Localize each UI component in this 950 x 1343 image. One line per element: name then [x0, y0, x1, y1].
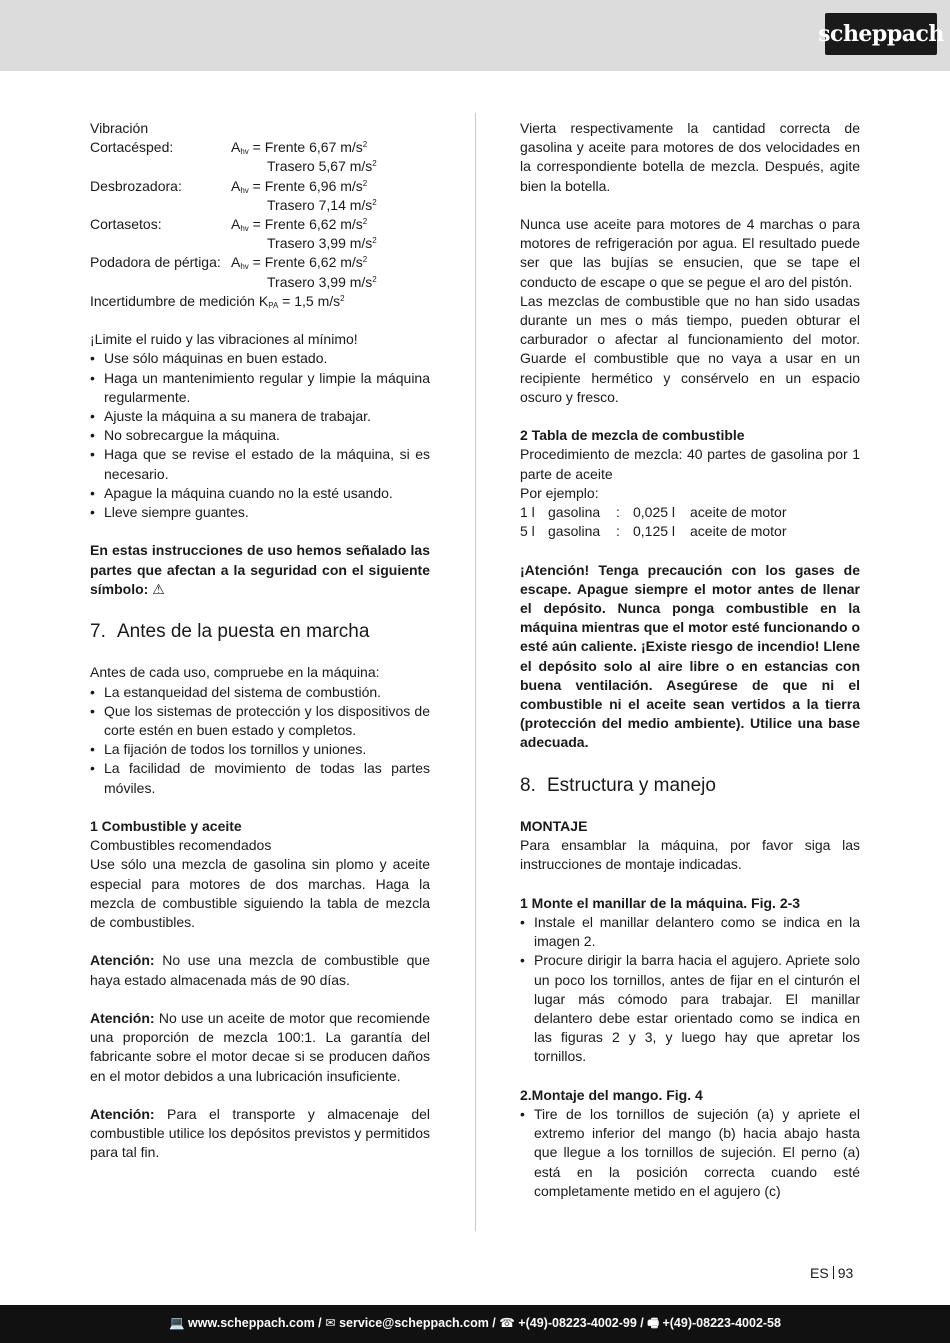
list-item: • La fijación de todos los tornillos y uniones.: [90, 740, 430, 759]
separator: :: [616, 523, 620, 540]
contact-info: 💻 www.scheppach.com / ✉ service@scheppach.com / ☎ +(49)-08223-4002-99 / 🖷 +(49)-08223-4002-58: [169, 1315, 781, 1330]
oil-qty: 0,125 l: [633, 523, 676, 540]
safety-note: En estas instrucciones de uso hemos señalado las partes que afectan a la seguridad con el siguiente símbolo: ⚠: [90, 542, 430, 597]
uncertainty-text: Incertidumbre de medición K: [90, 292, 269, 309]
vibration-row: [90, 138, 430, 157]
list-item: • Haga un mantenimiento regular y limpie la máquina regularmente.: [90, 369, 430, 407]
rear-value: Trasero 3,99 m/s: [267, 273, 373, 290]
mix-row: [520, 522, 860, 541]
list-item: • La estanqueidad del sistema de combustión.: [90, 683, 430, 702]
symbol: A: [231, 177, 241, 194]
list-item: • Haga que se revise el estado de la máquina, si es necesario.: [90, 445, 430, 483]
list-item: • La facilidad de movimiento de todas las partes móviles.: [90, 759, 430, 797]
vibration-row: [90, 253, 430, 272]
mix-heading: 2 Tabla de mezcla de combustible: [520, 427, 745, 444]
right-column: [520, 119, 860, 1201]
attention-text: No use una mezcla de combustible que haya estado almacenada más de 90 días.: [90, 952, 430, 988]
list-item: • Instale el manillar delantero como se indica en la imagen 2.: [520, 913, 860, 951]
oil-name: aceite de motor: [690, 523, 787, 540]
superscript: 2: [372, 274, 377, 284]
mixtures-text: Las mezclas de combustible que no han sido usadas durante un mes o más tiempo, pueden obturar el carburador o afectar al funcionamiento del motor. Guarde el combustible que no vaya a usar en un recipiente hermético y consérvelo en un espacio oscuro y fresco.: [520, 292, 860, 405]
superscript: 2: [362, 217, 368, 227]
separator: :: [616, 504, 620, 521]
vibration-row: [90, 177, 430, 196]
vibration-rear: [90, 273, 430, 292]
list-item: • Use sólo máquinas en buen estado.: [90, 349, 430, 368]
symbol: A: [231, 139, 241, 156]
attention-text: Para el transporte y almacenaje del combustible utilice los depósitos previstos y permitidos para tal fin.: [90, 1106, 430, 1161]
step-2-list: [520, 1105, 860, 1201]
vibration-label: Cortacésped:: [90, 139, 174, 156]
brand-logo: scheppach: [825, 13, 937, 55]
oil-name: aceite de motor: [690, 504, 787, 521]
vibration-row: [90, 215, 430, 234]
subscript: hv: [240, 262, 249, 272]
language-code: ES: [810, 1265, 829, 1281]
rear-value: Trasero 3,99 m/s: [267, 235, 373, 252]
subscript: hv: [240, 185, 249, 195]
front-value: = Frente 6,62 m/s: [248, 216, 363, 233]
mix-procedure: Procedimiento de mezcla: 40 partes de gasolina por 1 parte de aceite: [520, 446, 860, 482]
montaje-heading: MONTAJE: [520, 818, 588, 835]
limit-list: [90, 349, 430, 522]
list-item: • No sobrecargue la máquina.: [90, 426, 430, 445]
step-1-heading: 1 Monte el manillar de la máquina. Fig. 2-3: [520, 894, 801, 911]
oil-qty: 0,025 l: [633, 504, 676, 521]
fuel-qty: 1 l: [520, 504, 535, 521]
mix-row: [520, 503, 860, 522]
vibration-label: Cortasetos:: [90, 216, 162, 233]
fuel-heading: 1 Combustible y aceite: [90, 818, 242, 835]
rear-value: Trasero 5,67 m/s: [267, 158, 373, 175]
attention-1: [90, 951, 430, 989]
attention-label: Atención:: [90, 1106, 155, 1123]
list-item: • Procure dirigir la barra hacia el agujero. Apriete solo un poco los tornillos, antes de fijar en el cinturón el lugar más cómodo para trabajar. El manillar delantero debe estar orientado como se indica en las figuras 2 y 3, y luego hay que apretar los tornillos.: [520, 951, 860, 1066]
subscript: hv: [240, 224, 249, 234]
section-number: 8.: [520, 774, 536, 796]
section-title: Estructura y manejo: [547, 774, 716, 796]
montaje-text: Para ensamblar la máquina, por favor siga las instrucciones de montaje indicadas.: [520, 837, 860, 873]
front-value: = Frente 6,62 m/s: [248, 254, 363, 271]
exhaust-warning: ¡Atención! Tenga precaución con los gases de escape. Apague siempre el motor antes de llenar el depósito. Nunca ponga combustible en la máquina mientras que el motor esté funcionando o esté aún caliente. ¡Existe riesgo de incendio! Llene el depósito solo al aire libre o en estancias con buena ventilación. Asegúrese de que ni el combustible ni el aceite sean vertidos a la tierra (protección del medio ambiente). Utilice una base adecuada.: [520, 561, 860, 751]
vibration-label: Desbrozadora:: [90, 177, 182, 194]
page-num: 93: [837, 1265, 854, 1281]
step-2-heading: 2.Montaje del mango. Fig. 4: [520, 1086, 703, 1103]
front-value: = Frente 6,67 m/s: [248, 139, 363, 156]
attention-label: Atención:: [90, 1010, 155, 1027]
superscript: 2: [362, 140, 368, 150]
superscript: 2: [362, 178, 368, 188]
list-item: • Apague la máquina cuando no la esté usando.: [90, 484, 430, 503]
superscript: 2: [372, 197, 377, 207]
subscript: PA: [268, 300, 279, 310]
superscript: 2: [372, 159, 377, 169]
contact-bar: [0, 1305, 950, 1343]
before-use-text: Antes de cada uso, compruebe en la máquina:: [90, 664, 380, 681]
page-number: [810, 1265, 853, 1281]
vibration-rear: [90, 157, 430, 176]
superscript: 2: [362, 255, 368, 265]
superscript: 2: [340, 293, 345, 303]
column-divider: [475, 113, 476, 1231]
attention-2: [90, 1009, 430, 1086]
section-8-heading: [520, 772, 860, 798]
vibration-title: Vibración: [90, 120, 149, 136]
measurement-uncertainty: [90, 292, 430, 311]
example-label: Por ejemplo:: [520, 484, 599, 501]
vibration-table: [90, 138, 430, 292]
list-item: • Lleve siempre guantes.: [90, 503, 430, 522]
front-value: = Frente 6,96 m/s: [248, 177, 363, 194]
rear-value: Trasero 7,14 m/s: [267, 196, 373, 213]
vibration-label: Podadora de pértiga:: [90, 254, 221, 271]
fuel-name: gasolina: [548, 523, 601, 540]
symbol: A: [231, 216, 241, 233]
before-use-list: [90, 683, 430, 798]
step-1-list: [520, 913, 860, 1067]
superscript: 2: [372, 236, 377, 246]
section-number: 7.: [90, 621, 106, 643]
list-item: • Que los sistemas de protección y los dispositivos de corte estén en buen estado y completos.: [90, 702, 430, 740]
left-column: [90, 119, 430, 1163]
pour-text: Vierta respectivamente la cantidad correcta de gasolina y aceite para motores de dos velocidades en la correspondiente botella de mezcla. Después, agite bien la botella.: [520, 120, 860, 194]
fuel-text: Use sólo una mezcla de gasolina sin plomo y aceite especial para motores de dos marchas. Haga la mezcla de combustible siguiendo la tabla de mezcla de combustibles.: [90, 856, 430, 931]
section-title: Antes de la puesta en marcha: [117, 621, 370, 643]
never-oil-text: Nunca use aceite para motores de 4 marchas o para motores de refrigeración por agua. El resultado puede ser que las bujías se ensucien, que se tape el conducto de escape o que se pegue el aro del pistón.: [520, 216, 860, 290]
uncertainty-value: = 1,5 m/s: [278, 292, 341, 309]
attention-text: No use un aceite de motor que recomiende una proporción de mezcla 100:1. La garantía del fabricante sobre el motor decae si se producen daños en el motor debidos a una lubricación insuficiente.: [90, 1010, 430, 1084]
vibration-rear: [90, 196, 430, 215]
section-7-heading: [90, 618, 430, 644]
symbol: A: [231, 254, 241, 271]
header-bar: [0, 0, 950, 71]
list-item: • Tire de los tornillos de sujeción (a) y apriete el extremo inferior del mango (b) hacia abajo hasta que llegue a los tornillos de sujeción. El perno (a) está en la posición correcta cuando esté completamente metido en el agujero (c): [520, 1105, 860, 1201]
attention-label: Atención:: [90, 952, 155, 969]
fuel-qty: 5 l: [520, 523, 535, 540]
fuel-name: gasolina: [548, 504, 601, 521]
vibration-rear: [90, 234, 430, 253]
list-item: • Ajuste la máquina a su manera de trabajar.: [90, 407, 430, 426]
subscript: hv: [240, 147, 249, 157]
attention-3: [90, 1105, 430, 1163]
limit-title: ¡Limite el ruido y las vibraciones al mínimo!: [90, 331, 358, 348]
fuel-subheading: Combustibles recomendados: [90, 837, 272, 854]
